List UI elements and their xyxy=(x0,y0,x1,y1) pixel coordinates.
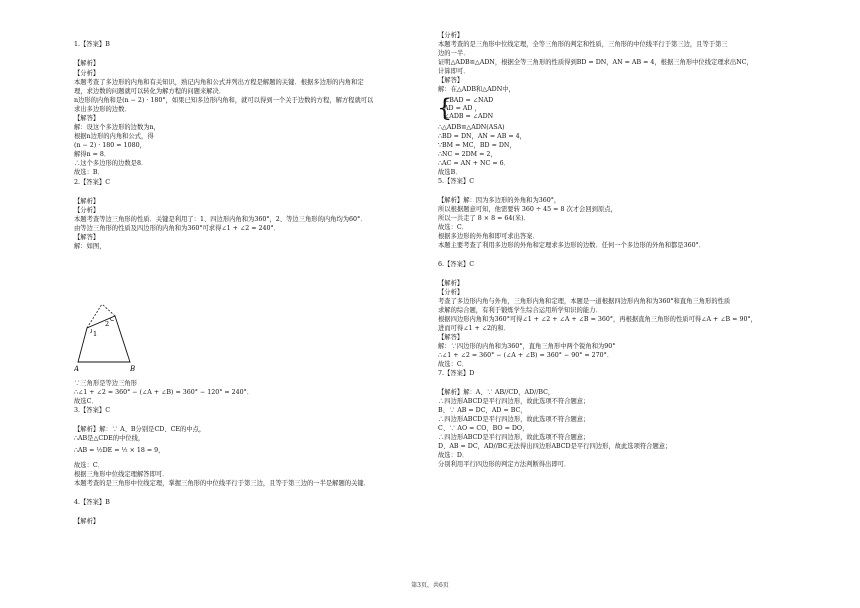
left-text-line: 【解答】 xyxy=(74,115,100,122)
left-text-line: 解：设这个多边形的边数为n， xyxy=(74,124,160,131)
left-text-line: 4.【答案】B xyxy=(74,499,110,506)
right-text-line: 5.【答案】C xyxy=(438,178,475,185)
left-text-line: 【解答】 xyxy=(74,234,100,241)
left-text-line: 故选：C． xyxy=(74,462,105,469)
right-text-line: 求解的综合题，有利于锻炼学生综合运用所学知识的能力． xyxy=(438,307,602,314)
left-text-line: 故选：B． xyxy=(74,169,104,176)
right-text-line: ∴NC = 2DM = 2， xyxy=(438,151,497,158)
left-text-line: ∴AB = ½DE = ½ × 18 = 9， xyxy=(74,447,165,454)
right-text-line: 【分析】 xyxy=(438,289,464,296)
left-text-line: ∵三角形是等边三角形 xyxy=(74,380,137,387)
angle-arc-1 xyxy=(90,329,92,333)
vertex-label-a: A xyxy=(74,365,80,372)
left-text-line: 本题考查了多边形的内角和有关知识，熟记内角和公式并列出方程是解题的关键．根据多边形的内角和定 xyxy=(74,79,364,86)
left-text-line: 解：如图， xyxy=(74,243,106,250)
right-text-line: ∴四边形ABCD是平行四边形，故此选项不符合题意； xyxy=(438,416,590,423)
angle-label-2: 2 xyxy=(105,320,110,328)
left-text-line: 本题考查的是三角形中位线定理，掌握三角形的中位线平行于第三边，且等于第三边的一半是解题的关键． xyxy=(74,480,370,487)
right-text-line: 【解析】 xyxy=(438,280,464,287)
left-text-line: 【解析】 xyxy=(74,198,100,205)
left-text-line: 求出多边形的边数． xyxy=(74,106,131,113)
right-text-line: 解：∵四边形的内角和为360°，直角三角形中两个锐角和为90° xyxy=(438,343,616,350)
right-text-line: 证明△ADB≌△ADN，根据全等三角形的性质得到BD = DN，AN = AB = 4，根据三角形中位线定理求出NC， xyxy=(438,59,753,66)
right-text-line: 6.【答案】C xyxy=(438,261,475,268)
right-text-line: 解：在△ADB和△ADN中， xyxy=(438,86,515,93)
left-text-line: 理，求边数的问题就可以转化为解方程的问题来解决． xyxy=(74,88,226,95)
left-text-line: 【解析】解：∵ A、B分别是CD、CE的中点， xyxy=(74,426,206,433)
right-text-line: ∴四边形ABCD是平行四边形，故此选项不符合题意； xyxy=(438,398,590,405)
right-text-line: 本题主要考查了利用多边形的外角和定理求多边形的边数．任何一个多边形的外角和都是360°． xyxy=(438,242,706,249)
left-text-line: 根据三角形中位线定理解答即可． xyxy=(74,471,169,478)
page-footer: 第3页，共6页 xyxy=(411,582,449,589)
right-text-line: 【解答】 xyxy=(438,77,464,84)
system-brace: { xyxy=(437,94,453,122)
left-text-line: 根据n边形的内角和公式，得 xyxy=(74,133,154,140)
right-text-line: ∴BD = DN，AN = AB = 4， xyxy=(438,133,526,140)
left-text-line: (n − 2) · 180 = 1080， xyxy=(74,142,146,149)
left-text-line: ∴这个多边形的边数是8． xyxy=(74,160,148,167)
right-text-line: ∵BM = MC，BD = DN， xyxy=(438,142,516,149)
right-text-line: 故选：C． xyxy=(438,361,469,368)
dashed-right-edge xyxy=(102,304,115,316)
right-text-line: ∠ADB = ∠ADN xyxy=(444,113,494,120)
right-text-line: 根据多边形的外角和即可求出答案． xyxy=(438,233,539,240)
left-text-line: 由等边三角形的性质及四边形的内角和为360°可求得∠1 + ∠2 = 240°． xyxy=(74,225,280,232)
left-text-line: 3.【答案】C xyxy=(74,407,111,414)
right-text-line: 7.【答案】D xyxy=(438,370,475,377)
right-text-line: 【分析】 xyxy=(438,32,464,39)
right-text-line: 进而可得∠1 + ∠2的和． xyxy=(438,325,510,332)
right-text-line: 【解析】解：A、∵ AB//CD，AD//BC， xyxy=(438,389,555,396)
right-text-line: 考查了多边形内角与外角，三角形内角和定理，本题是一道根据四边形内角和为360°和直角三角形的性质 xyxy=(438,298,731,305)
right-text-line: 本题考查的是三角形中位线定理，全等三角形的判定和性质，三角形的中位线平行于第三边，且等于第三 xyxy=(438,41,728,48)
right-text-line: ∴AC = AN + NC = 6． xyxy=(438,160,510,167)
left-text-line: 【解析】 xyxy=(74,60,100,67)
right-text-line: C、∵ AO = CO，BO = DO， xyxy=(438,425,529,432)
right-text-line: ∠BAD = ∠NAD xyxy=(444,97,494,104)
vertex-label-b: B xyxy=(130,365,136,372)
right-text-line: 根据四边形内角和为360°可得∠1 + ∠2 + ∠A + ∠B = 360°，再根据直角三角形的性质可得∠A + ∠B = 90°， xyxy=(438,316,757,323)
right-text-line: ∴∠1 + ∠2 = 360° − (∠A + ∠B) = 360° − 90° = 270°． xyxy=(438,352,614,359)
right-text-line: AD = AD ， xyxy=(444,105,481,112)
left-text-line: ∴AB是△CDE的中位线， xyxy=(74,435,145,442)
right-text-line: 【解析】解：因为多边形的外角和为360°， xyxy=(438,197,561,204)
left-text-line: 【解析】 xyxy=(74,518,100,525)
left-text-line: ∴∠1 + ∠2 = 360° − (∠A + ∠B) = 360° − 120° = 240°． xyxy=(74,389,254,396)
left-text-line: 2.【答案】C xyxy=(74,179,111,186)
right-text-line: 故选：C． xyxy=(438,224,469,231)
left-text-line: 1.【答案】B xyxy=(74,41,110,48)
right-text-line: 分别利用平行四边形的判定方法判断得出即可． xyxy=(438,461,571,468)
right-text-line: ∴四边形ABCD是平行四边形，故此选项不符合题意； xyxy=(438,434,590,441)
left-text-line: 故选C． xyxy=(74,398,98,405)
trapezoid-shape xyxy=(78,316,130,362)
right-text-line: D、AB = DC，AD//BC无法得出四边形ABCD是平行四边形，故此选项符合题意； xyxy=(438,443,672,450)
right-text-line: 故选B． xyxy=(438,169,462,176)
right-text-line: 边的一半． xyxy=(438,50,470,57)
right-text-line: 所以一共走了 8 × 8 = 64(米)． xyxy=(438,215,530,222)
angle-label-1: 1 xyxy=(93,330,98,338)
right-text-line: 所以根据题意可知，他需要转 360 ÷ 45 = 8 次才会回到原点， xyxy=(438,206,617,213)
left-text-line: 本题考查等边三角形的性质．关键是利用了：1、四边形内角和为360°，2、等边三角形的内角均为60°． xyxy=(74,216,367,223)
right-text-line: 【解答】 xyxy=(438,334,464,341)
left-text-line: n边形的内角和是(n − 2) · 180°，如果已知多边形内角和，就可以得到一个关于边数的方程，解方程就可以 xyxy=(74,97,374,104)
left-text-line: 【分析】 xyxy=(74,207,100,214)
right-text-line: ∴△ADB≌△ADN(ASA) xyxy=(438,124,505,131)
left-text-line: 【分析】 xyxy=(74,70,100,77)
right-text-line: 故选：D． xyxy=(438,452,469,459)
angle-arc-2 xyxy=(110,318,114,321)
right-text-line: 计算即可． xyxy=(438,68,470,75)
right-text-line: B、∵ AB = DC，AD = BC， xyxy=(438,407,527,414)
left-text-line: 解得n = 8． xyxy=(74,151,111,158)
triangle-figure xyxy=(74,300,140,372)
